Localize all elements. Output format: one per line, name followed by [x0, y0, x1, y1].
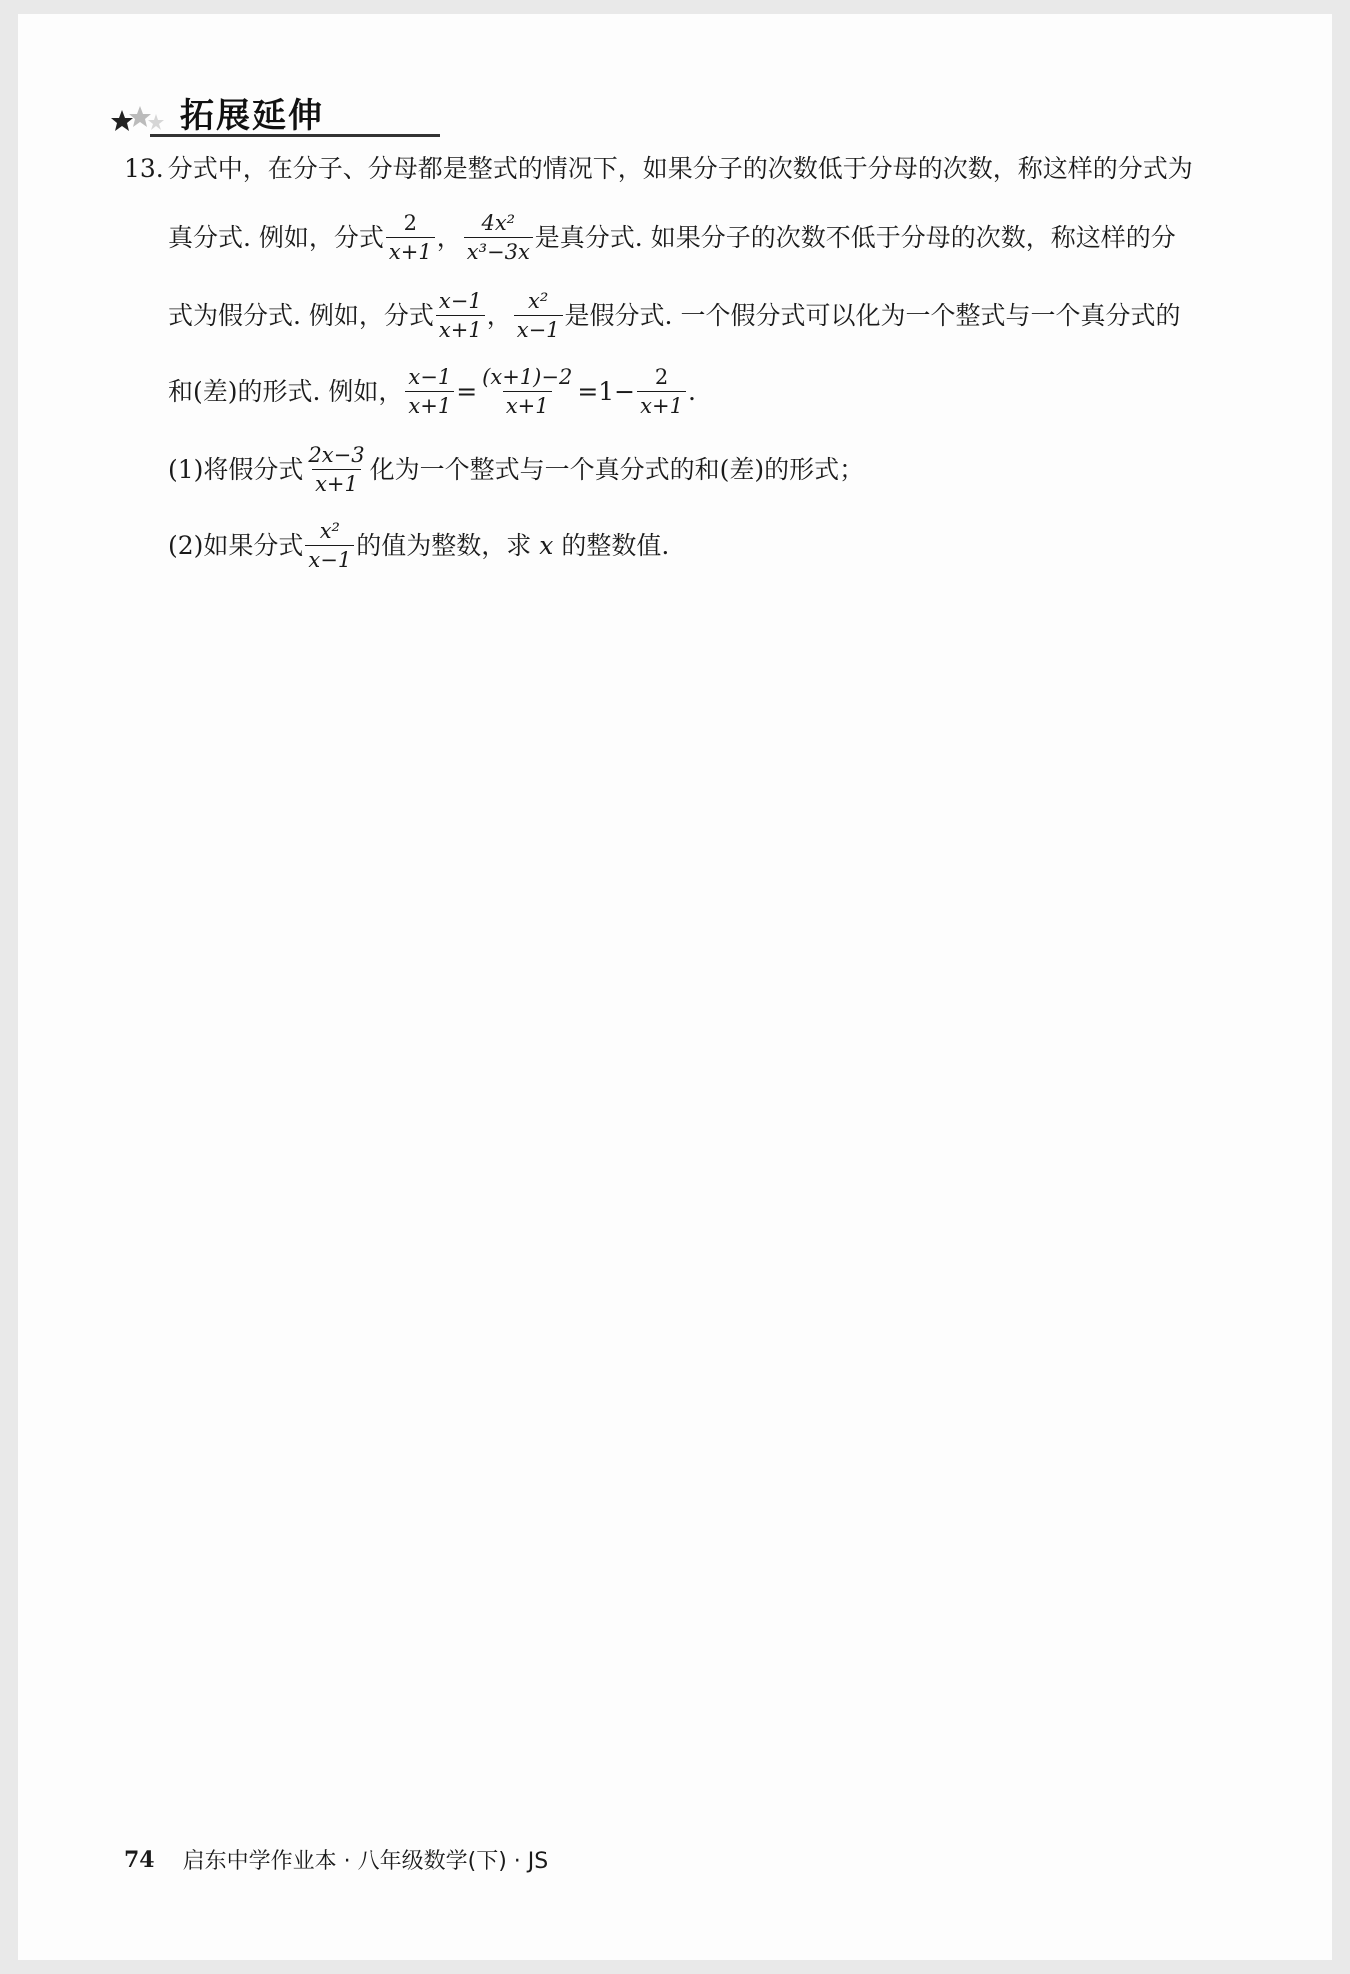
problem-text: 是真分式. 如果分子的次数不低于分母的次数，称这样的分 — [534, 223, 1176, 253]
problem-line-1 — [124, 156, 1193, 181]
problem-part-2 — [168, 520, 669, 571]
book-title: 启东中学作业本 · 八年级数学(下) · JS — [182, 1849, 549, 1874]
problem-text: 化为一个整式与一个真分式的和(差)的形式； — [369, 455, 865, 485]
denominator: x+1 — [386, 237, 435, 263]
numerator: x² — [528, 289, 549, 313]
numerator: x−1 — [408, 365, 452, 389]
denominator: x+1 — [637, 391, 686, 417]
variable: x — [539, 531, 554, 561]
problem-number: 13. — [124, 154, 164, 183]
numerator: 2x−3 — [308, 443, 365, 467]
numerator: 2 — [654, 365, 669, 389]
denominator: x−1 — [305, 545, 354, 571]
problem-text: 的整数值. — [561, 531, 670, 561]
problem-text: 真分式. 例如，分式 — [168, 223, 384, 253]
equals-sign: = — [456, 377, 478, 407]
fraction — [464, 212, 533, 263]
fraction — [436, 290, 485, 341]
problem-text: 的值为整数，求 — [356, 531, 532, 561]
fraction — [514, 290, 563, 341]
denominator: x+1 — [405, 391, 454, 417]
problem-text: (1)将假分式 — [168, 455, 304, 485]
numerator: x² — [319, 519, 340, 543]
numerator: x−1 — [438, 289, 482, 313]
fraction — [479, 366, 575, 417]
problem-line-3 — [168, 290, 1180, 341]
problem-line-2 — [168, 212, 1176, 263]
numerator: 2 — [403, 211, 417, 235]
separator: ， — [436, 223, 462, 253]
fraction — [405, 366, 454, 417]
fraction — [637, 366, 686, 417]
denominator: x+1 — [436, 315, 485, 341]
denominator: x³−3x — [464, 237, 533, 263]
problem-text: 式为假分式. 例如，分式 — [168, 301, 434, 331]
fraction — [305, 520, 354, 571]
fraction — [386, 212, 435, 263]
problem-line-4 — [168, 366, 696, 417]
separator: ， — [486, 301, 512, 331]
period: . — [687, 377, 696, 407]
problem-text: 分式中，在分子、分母都是整式的情况下，如果分子的次数低于分母的次数，称这样的分式为 — [167, 154, 1193, 183]
numerator: (x+1)−2 — [482, 365, 573, 389]
denominator: x+1 — [312, 469, 361, 495]
problem-part-1 — [168, 444, 864, 495]
page-number: 74 — [124, 1846, 155, 1873]
section-title: 拓展延伸 — [180, 96, 324, 136]
denominator: x+1 — [503, 391, 552, 417]
fraction — [305, 444, 367, 495]
problem-text: 和(差)的形式. 例如， — [168, 377, 404, 407]
problem-text: 是假分式. 一个假分式可以化为一个整式与一个真分式的 — [564, 301, 1181, 331]
equals-sign: =1− — [577, 377, 636, 407]
numerator: 4x² — [481, 211, 516, 235]
problem-text: (2)如果分式 — [168, 531, 304, 561]
denominator: x−1 — [514, 315, 563, 341]
page-footer — [124, 1844, 548, 1875]
